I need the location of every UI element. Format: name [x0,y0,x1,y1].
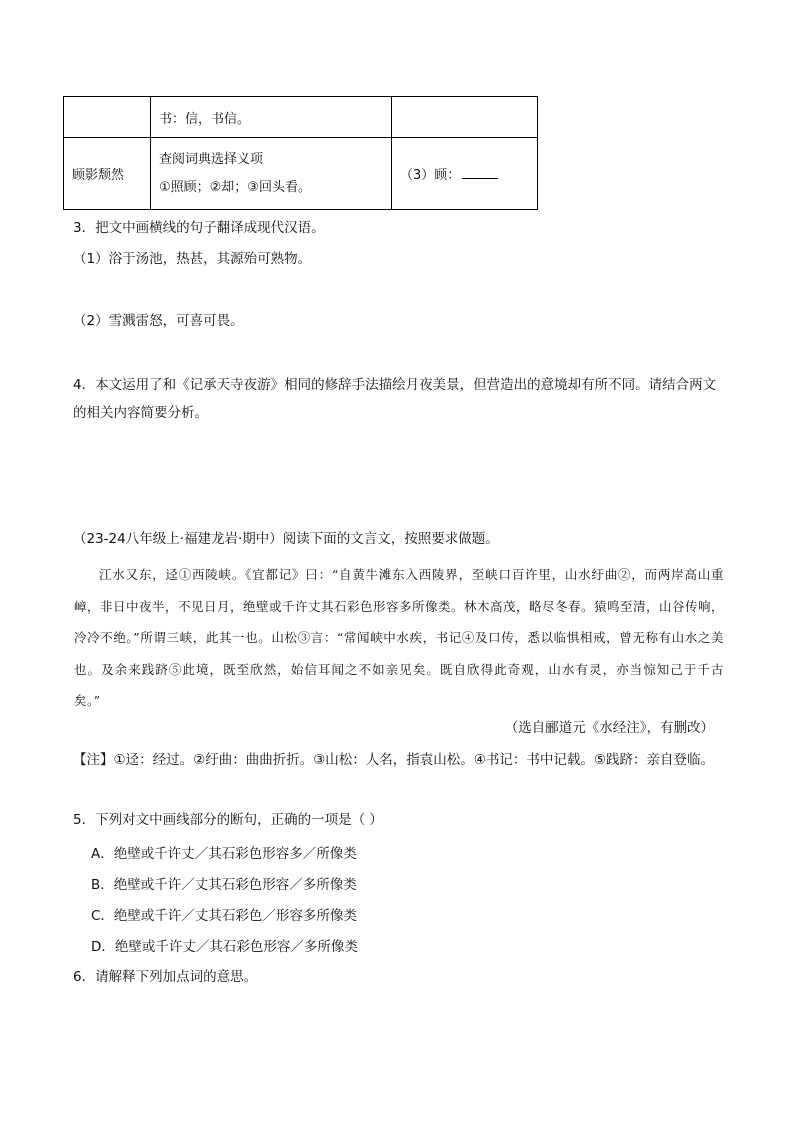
word-cell: 顾影颓然 [64,138,151,210]
passage-notes: 【注】①迳：经过。②纡曲：曲曲折折。③山松：人名，指袁山松。④书记：书中记载。⑤践跻：亲自登临。 [73,752,715,768]
vocabulary-table [63,96,538,210]
question-3-sentence-1: （1）浴于汤池，热甚，其源殆可熟物。 [73,251,312,267]
word-cell [64,97,151,138]
question-3-title: 3．把文中画横线的句子翻译成现代汉语。 [73,220,325,236]
method-cell [151,138,392,210]
method-line: ①照顾；②却；③回头看。 [159,179,311,195]
option-c[interactable]: C．绝壁或千许／丈其石彩色／形容多所像类 [91,908,357,924]
answer-cell [392,97,538,138]
option-a[interactable]: A．绝壁或千许丈／其石彩色形容多／所像类 [91,846,357,862]
section-header: （23-24八年级上·福建龙岩·期中）阅读下面的文言文，按照要求做题。 [73,531,499,547]
method-line: 查阅词典选择义项 [159,151,264,167]
option-d[interactable]: D．绝壁或千许丈／其石彩色形容／多所像类 [91,939,358,955]
answer-prefix: （3）顾： [400,168,461,183]
question-5-title: 5．下列对文中画线部分的断句，正确的一项是（ ） [73,812,383,828]
classical-passage: 江水又东，迳①西陵峡。《宜都记》曰：“自黄牛滩东入西陵界，至峡口百许里，山水纡曲②，而两岸高山重嶂，非日中夜半，不见日月，绝壁或千许丈其石彩色形容多所像类。林木高茂，略尽冬春。猿鸣至清，山谷传响，冷冷不绝。”所谓三峡，此其一也。山松③言：“常闻峡中水疾，书记④及口传，悉以临惧相戒，曾无称有山水之美也。及余来践跻⑤此境，既至欣然，始信耳闻之不如亲见矣。既自欣得此奇观，山水有灵，亦当惊知己于千古矣。” [74,567,725,708]
table-row [64,97,538,138]
answer-cell [392,138,538,210]
option-b[interactable]: B．绝壁或千许／丈其石彩色形容／多所像类 [91,877,357,893]
question-6-title: 6．请解释下列加点词的意思。 [73,969,258,985]
question-3-sentence-2: （2）雪溅雷怒，可喜可畏。 [73,313,244,329]
passage-source: （选自郦道元《水经注》，有删改） [504,720,714,736]
table-row [64,138,538,210]
question-4-title: 4．本文运用了和《记承天寺夜游》相同的修辞手法描绘月夜美景，但营造出的意境却有所不同。请结合两文的相关内容简要分析。 [73,377,717,421]
method-cell: 书：信，书信。 [151,97,392,138]
answer-blank[interactable] [462,177,498,179]
